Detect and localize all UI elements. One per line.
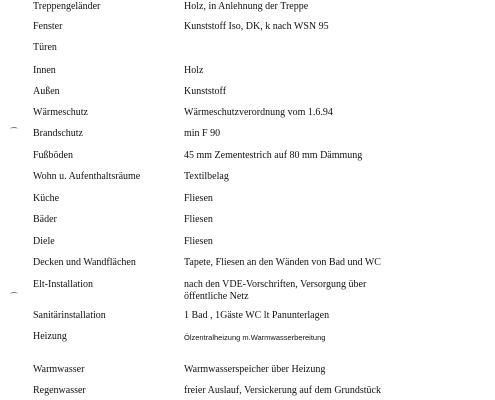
- spec-label: Sanitärinstallation: [33, 310, 106, 321]
- scan-margin-mark: [10, 127, 18, 131]
- spec-label: Innen: [33, 65, 56, 76]
- spec-value: Tapete, Fliesen an den Wänden von Bad und WC: [184, 257, 381, 268]
- spec-value: Fliesen: [184, 193, 213, 204]
- spec-value: 1 Bad , 1Gäste WC lt Panunterlagen: [184, 310, 330, 321]
- spec-value: Kunststoff Iso, DK, k nach WSN 95: [184, 21, 329, 32]
- spec-value: Ölzentralheizung m.Warmwasserbereitung: [184, 333, 326, 342]
- spec-value: Textilbelag: [184, 171, 229, 182]
- spec-label: Küche: [33, 193, 60, 204]
- spec-value: Holz: [184, 65, 204, 76]
- spec-label: Türen: [33, 42, 57, 53]
- scan-margin-mark: [10, 292, 18, 296]
- spec-value: min F 90: [184, 128, 221, 139]
- spec-label: Wärmeschutz: [33, 107, 88, 118]
- spec-label: Fußböden: [33, 150, 73, 161]
- spec-label: Elt-Installation: [33, 279, 93, 290]
- spec-value: Kunststoff: [184, 86, 227, 97]
- spec-label: Fenster: [33, 21, 63, 32]
- spec-value: Fliesen: [184, 236, 213, 247]
- spec-value: [184, 279, 366, 303]
- spec-label: Regenwasser: [33, 385, 86, 396]
- spec-label: Bäder: [33, 214, 57, 225]
- spec-label: Decken und Wandflächen: [33, 257, 136, 268]
- spec-value: Warmwasserspeicher über Heizung: [184, 364, 326, 375]
- spec-label: Wohn u. Aufenthaltsräume: [33, 171, 141, 182]
- spec-value: Holz, in Anlehnung der Treppe: [184, 1, 309, 12]
- spec-label: Heizung: [33, 331, 67, 342]
- spec-value: 45 mm Zementestrich auf 80 mm Dämmung: [184, 150, 363, 161]
- spec-value: freier Auslauf, Versickerung auf dem Grundstück: [184, 385, 381, 396]
- spec-value-line: öffentliche Netz: [184, 291, 249, 302]
- spec-label: Brandschutz: [33, 128, 83, 139]
- spec-value-line: nach den VDE-Vorschriften, Versorgung über: [184, 279, 367, 290]
- spec-label: Warmwasser: [33, 364, 85, 375]
- spec-value: Wärmeschutzverordnung vom 1.6.94: [184, 107, 333, 118]
- spec-value: Fliesen: [184, 214, 213, 225]
- spec-label: Treppengeländer: [33, 1, 101, 12]
- spec-label: Diele: [33, 236, 55, 247]
- spec-label: Außen: [33, 86, 60, 97]
